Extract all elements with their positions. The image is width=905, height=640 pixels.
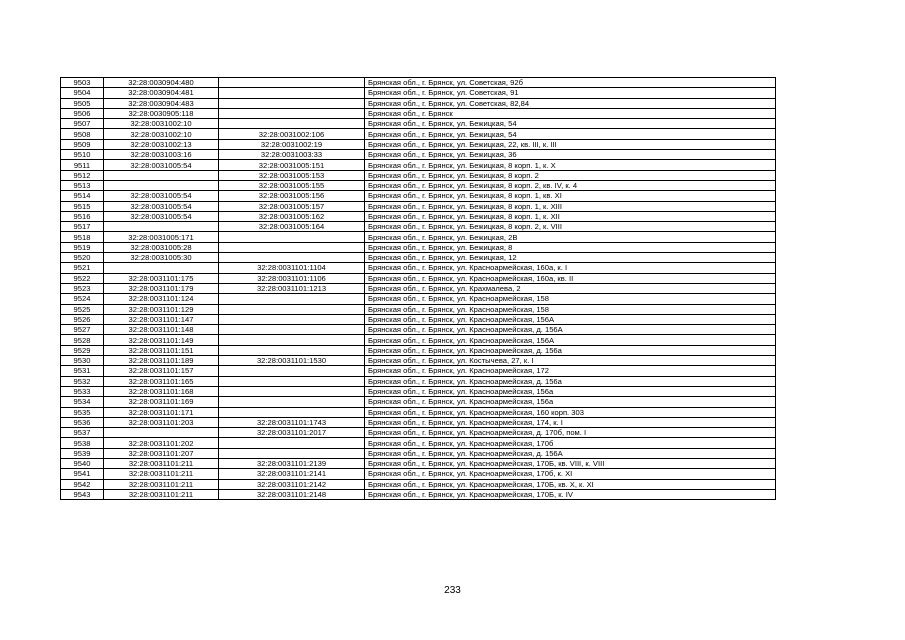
row-number-cell: 9529 (61, 345, 104, 355)
cadastral-number-cell (104, 180, 219, 190)
row-number-cell: 9509 (61, 139, 104, 149)
cadastral-number-cell: 32:28:0031101:211 (104, 469, 219, 479)
row-number-cell: 9538 (61, 438, 104, 448)
object-cadastral-number-cell (219, 119, 365, 129)
row-number-cell: 9518 (61, 232, 104, 242)
table-row (61, 211, 776, 221)
row-number-cell: 9513 (61, 180, 104, 190)
object-cadastral-number-cell: 32:28:0031101:1743 (219, 417, 365, 427)
cadastral-number-cell: 32:28:0031101:202 (104, 438, 219, 448)
registry-table-body (61, 78, 776, 500)
row-number-cell: 9507 (61, 119, 104, 129)
table-row (61, 479, 776, 489)
cadastral-number-cell: 32:28:0031101:211 (104, 479, 219, 489)
object-cadastral-number-cell: 32:28:0031002:106 (219, 129, 365, 139)
table-row (61, 88, 776, 98)
object-cadastral-number-cell (219, 78, 365, 88)
cadastral-number-cell: 32:28:0031101:157 (104, 366, 219, 376)
cadastral-number-cell: 32:28:0031101:211 (104, 458, 219, 468)
address-cell: Брянская обл., г. Брянск, ул. Красноармейская, 156а (365, 397, 776, 407)
row-number-cell: 9524 (61, 294, 104, 304)
table-row (61, 232, 776, 242)
address-cell: Брянская обл., г. Брянск, ул. Бежицкая, 2В (365, 232, 776, 242)
table-row (61, 253, 776, 263)
table-row (61, 98, 776, 108)
row-number-cell: 9534 (61, 397, 104, 407)
address-cell: Брянская обл., г. Брянск, ул. Бежицкая, 8 (365, 242, 776, 252)
address-cell: Брянская обл., г. Брянск, ул. Красноармейская, 160а, кв. II (365, 273, 776, 283)
object-cadastral-number-cell: 32:28:0031005:162 (219, 211, 365, 221)
table-row (61, 273, 776, 283)
address-cell: Брянская обл., г. Брянск, ул. Красноармейская, д. 156а (365, 376, 776, 386)
object-cadastral-number-cell: 32:28:0031003:33 (219, 150, 365, 160)
cadastral-number-cell: 32:28:0031101:124 (104, 294, 219, 304)
address-cell: Брянская обл., г. Брянск, ул. Красноармейская, 170б, к. XI (365, 469, 776, 479)
address-cell: Брянская обл., г. Брянск, ул. Бежицкая, 8 корп. 1, к. X (365, 160, 776, 170)
object-cadastral-number-cell: 32:28:0031101:2142 (219, 479, 365, 489)
object-cadastral-number-cell: 32:28:0031101:2148 (219, 489, 365, 499)
row-number-cell: 9516 (61, 211, 104, 221)
object-cadastral-number-cell: 32:28:0031002:19 (219, 139, 365, 149)
row-number-cell: 9532 (61, 376, 104, 386)
cadastral-number-cell: 32:28:0030904:481 (104, 88, 219, 98)
address-cell: Брянская обл., г. Брянск, ул. Бежицкая, 22, кв. III, к. III (365, 139, 776, 149)
address-cell: Брянская обл., г. Брянск, ул. Красноармейская, 156А (365, 335, 776, 345)
object-cadastral-number-cell (219, 232, 365, 242)
object-cadastral-number-cell: 32:28:0031101:2141 (219, 469, 365, 479)
object-cadastral-number-cell (219, 438, 365, 448)
table-row (61, 335, 776, 345)
cadastral-number-cell: 32:28:0031005:54 (104, 201, 219, 211)
cadastral-number-cell: 32:28:0031101:149 (104, 335, 219, 345)
cadastral-number-cell: 32:28:0031101:211 (104, 489, 219, 499)
object-cadastral-number-cell: 32:28:0031005:153 (219, 170, 365, 180)
object-cadastral-number-cell: 32:28:0031005:155 (219, 180, 365, 190)
row-number-cell: 9526 (61, 314, 104, 324)
object-cadastral-number-cell (219, 325, 365, 335)
object-cadastral-number-cell: 32:28:0031101:2017 (219, 428, 365, 438)
table-row (61, 283, 776, 293)
table-row (61, 458, 776, 468)
row-number-cell: 9517 (61, 222, 104, 232)
cadastral-number-cell: 32:28:0031002:10 (104, 119, 219, 129)
object-cadastral-number-cell (219, 253, 365, 263)
row-number-cell: 9530 (61, 356, 104, 366)
address-cell: Брянская обл., г. Брянск, ул. Бежицкая, 54 (365, 119, 776, 129)
table-row (61, 119, 776, 129)
row-number-cell: 9525 (61, 304, 104, 314)
row-number-cell: 9541 (61, 469, 104, 479)
address-cell: Брянская обл., г. Брянск, ул. Красноармейская, д. 156а (365, 345, 776, 355)
cadastral-number-cell: 32:28:0031005:171 (104, 232, 219, 242)
row-number-cell: 9542 (61, 479, 104, 489)
table-row (61, 191, 776, 201)
address-cell: Брянская обл., г. Брянск, ул. Красноармейская, 170Б, кв. VIII, к. VIII (365, 458, 776, 468)
table-row (61, 201, 776, 211)
table-row (61, 489, 776, 499)
object-cadastral-number-cell: 32:28:0031005:151 (219, 160, 365, 170)
row-number-cell: 9505 (61, 98, 104, 108)
table-row (61, 180, 776, 190)
registry-table (60, 77, 776, 500)
address-cell: Брянская обл., г. Брянск, ул. Бежицкая, 8 корп. 2, к. VIII (365, 222, 776, 232)
table-row (61, 129, 776, 139)
table-row (61, 263, 776, 273)
address-cell: Брянская обл., г. Брянск, ул. Красноармейская, д. 170б, пом. I (365, 428, 776, 438)
row-number-cell: 9508 (61, 129, 104, 139)
object-cadastral-number-cell (219, 407, 365, 417)
address-cell: Брянская обл., г. Брянск, ул. Красноармейская, 170Б, кв. X, к. XI (365, 479, 776, 489)
row-number-cell: 9533 (61, 386, 104, 396)
cadastral-number-cell: 32:28:0031101:203 (104, 417, 219, 427)
address-cell: Брянская обл., г. Брянск, ул. Красноармейская, 170б (365, 438, 776, 448)
address-cell: Брянская обл., г. Брянск, ул. Бежицкая, 8 корп. 1, к. XII (365, 211, 776, 221)
cadastral-number-cell: 32:28:0031101:169 (104, 397, 219, 407)
table-row (61, 345, 776, 355)
cadastral-number-cell: 32:28:0031101:151 (104, 345, 219, 355)
address-cell: Брянская обл., г. Брянск, ул. Бежицкая, 36 (365, 150, 776, 160)
cadastral-number-cell: 32:28:0031005:54 (104, 211, 219, 221)
address-cell: Брянская обл., г. Брянск, ул. Советская, 91 (365, 88, 776, 98)
address-cell: Брянская обл., г. Брянск (365, 108, 776, 118)
cadastral-number-cell: 32:28:0030904:483 (104, 98, 219, 108)
cadastral-number-cell: 32:28:0031101:147 (104, 314, 219, 324)
cadastral-number-cell: 32:28:0031101:171 (104, 407, 219, 417)
address-cell: Брянская обл., г. Брянск, ул. Бежицкая, 54 (365, 129, 776, 139)
table-row (61, 242, 776, 252)
row-number-cell: 9514 (61, 191, 104, 201)
table-row (61, 469, 776, 479)
table-row (61, 325, 776, 335)
address-cell: Брянская обл., г. Брянск, ул. Красноармейская, 172 (365, 366, 776, 376)
object-cadastral-number-cell: 32:28:0031005:157 (219, 201, 365, 211)
address-cell: Брянская обл., г. Брянск, ул. Красноармейская, д. 156А (365, 325, 776, 335)
cadastral-number-cell: 32:28:0030905:118 (104, 108, 219, 118)
table-row (61, 150, 776, 160)
table-row (61, 386, 776, 396)
row-number-cell: 9527 (61, 325, 104, 335)
cadastral-number-cell: 32:28:0031005:30 (104, 253, 219, 263)
object-cadastral-number-cell (219, 242, 365, 252)
address-cell: Брянская обл., г. Брянск, ул. Красноармейская, д. 156А (365, 448, 776, 458)
address-cell: Брянская обл., г. Брянск, ул. Красноармейская, 156а (365, 386, 776, 396)
address-cell: Брянская обл., г. Брянск, ул. Бежицкая, 12 (365, 253, 776, 263)
address-cell: Брянская обл., г. Брянск, ул. Красноармейская, 158 (365, 294, 776, 304)
row-number-cell: 9511 (61, 160, 104, 170)
cadastral-number-cell (104, 428, 219, 438)
row-number-cell: 9523 (61, 283, 104, 293)
table-row (61, 108, 776, 118)
address-cell: Брянская обл., г. Брянск, ул. Крахмалева, 2 (365, 283, 776, 293)
cadastral-number-cell: 32:28:0031101:148 (104, 325, 219, 335)
cadastral-number-cell: 32:28:0031101:179 (104, 283, 219, 293)
address-cell: Брянская обл., г. Брянск, ул. Красноармейская, 156А (365, 314, 776, 324)
object-cadastral-number-cell: 32:28:0031101:1213 (219, 283, 365, 293)
address-cell: Брянская обл., г. Брянск, ул. Советская, 92б (365, 78, 776, 88)
row-number-cell: 9535 (61, 407, 104, 417)
object-cadastral-number-cell: 32:28:0031005:164 (219, 222, 365, 232)
cadastral-number-cell: 32:28:0031101:129 (104, 304, 219, 314)
object-cadastral-number-cell (219, 294, 365, 304)
address-cell: Брянская обл., г. Брянск, ул. Красноармейская, 170Б, к. IV (365, 489, 776, 499)
table-row (61, 397, 776, 407)
object-cadastral-number-cell: 32:28:0031101:2139 (219, 458, 365, 468)
table-row (61, 428, 776, 438)
row-number-cell: 9531 (61, 366, 104, 376)
row-number-cell: 9539 (61, 448, 104, 458)
row-number-cell: 9510 (61, 150, 104, 160)
object-cadastral-number-cell (219, 366, 365, 376)
object-cadastral-number-cell (219, 98, 365, 108)
table-row (61, 139, 776, 149)
object-cadastral-number-cell (219, 88, 365, 98)
cadastral-number-cell: 32:28:0031101:175 (104, 273, 219, 283)
cadastral-number-cell: 32:28:0031101:207 (104, 448, 219, 458)
address-cell: Брянская обл., г. Брянск, ул. Бежицкая, 8 корп. 1, к. XIII (365, 201, 776, 211)
table-row (61, 448, 776, 458)
address-cell: Брянская обл., г. Брянск, ул. Красноармейская, 160 корп. 303 (365, 407, 776, 417)
table-row (61, 314, 776, 324)
cadastral-number-cell: 32:28:0031002:13 (104, 139, 219, 149)
address-cell: Брянская обл., г. Брянск, ул. Красноармейская, 158 (365, 304, 776, 314)
cadastral-number-cell: 32:28:0031005:54 (104, 191, 219, 201)
row-number-cell: 9528 (61, 335, 104, 345)
row-number-cell: 9512 (61, 170, 104, 180)
address-cell: Брянская обл., г. Брянск, ул. Красноармейская, 174, к. I (365, 417, 776, 427)
table-row (61, 376, 776, 386)
cadastral-number-cell: 32:28:0031101:189 (104, 356, 219, 366)
object-cadastral-number-cell: 32:28:0031101:1530 (219, 356, 365, 366)
row-number-cell: 9522 (61, 273, 104, 283)
row-number-cell: 9537 (61, 428, 104, 438)
table-row (61, 170, 776, 180)
cadastral-number-cell (104, 263, 219, 273)
object-cadastral-number-cell (219, 397, 365, 407)
row-number-cell: 9503 (61, 78, 104, 88)
object-cadastral-number-cell (219, 386, 365, 396)
row-number-cell: 9520 (61, 253, 104, 263)
object-cadastral-number-cell (219, 335, 365, 345)
table-row (61, 417, 776, 427)
cadastral-number-cell: 32:28:0031101:168 (104, 386, 219, 396)
cadastral-number-cell (104, 222, 219, 232)
object-cadastral-number-cell: 32:28:0031005:156 (219, 191, 365, 201)
table-row (61, 356, 776, 366)
row-number-cell: 9521 (61, 263, 104, 273)
object-cadastral-number-cell (219, 108, 365, 118)
row-number-cell: 9543 (61, 489, 104, 499)
object-cadastral-number-cell (219, 345, 365, 355)
table-row (61, 160, 776, 170)
cadastral-number-cell: 32:28:0031005:28 (104, 242, 219, 252)
page-number: 233 (444, 585, 461, 596)
address-cell: Брянская обл., г. Брянск, ул. Красноармейская, 160а, к. I (365, 263, 776, 273)
row-number-cell: 9504 (61, 88, 104, 98)
table-row (61, 304, 776, 314)
table-row (61, 366, 776, 376)
table-row (61, 438, 776, 448)
row-number-cell: 9540 (61, 458, 104, 468)
row-number-cell: 9519 (61, 242, 104, 252)
object-cadastral-number-cell (219, 304, 365, 314)
table-row (61, 407, 776, 417)
address-cell: Брянская обл., г. Брянск, ул. Советская, 82,84 (365, 98, 776, 108)
cadastral-number-cell (104, 170, 219, 180)
object-cadastral-number-cell (219, 376, 365, 386)
row-number-cell: 9515 (61, 201, 104, 211)
table-row (61, 78, 776, 88)
row-number-cell: 9536 (61, 417, 104, 427)
object-cadastral-number-cell (219, 448, 365, 458)
object-cadastral-number-cell: 32:28:0031101:1104 (219, 263, 365, 273)
cadastral-number-cell: 32:28:0030904:480 (104, 78, 219, 88)
row-number-cell: 9506 (61, 108, 104, 118)
object-cadastral-number-cell (219, 314, 365, 324)
table-row (61, 294, 776, 304)
object-cadastral-number-cell: 32:28:0031101:1106 (219, 273, 365, 283)
address-cell: Брянская обл., г. Брянск, ул. Бежицкая, 8 корп. 2, кв. IV, к. 4 (365, 180, 776, 190)
cadastral-number-cell: 32:28:0031101:165 (104, 376, 219, 386)
cadastral-number-cell: 32:28:0031003:16 (104, 150, 219, 160)
cadastral-number-cell: 32:28:0031005:54 (104, 160, 219, 170)
table-row (61, 222, 776, 232)
address-cell: Брянская обл., г. Брянск, ул. Бежицкая, 8 корп. 1, кв. XI (365, 191, 776, 201)
cadastral-number-cell: 32:28:0031002:10 (104, 129, 219, 139)
address-cell: Брянская обл., г. Брянск, ул. Бежицкая, 8 корп. 2 (365, 170, 776, 180)
address-cell: Брянская обл., г. Брянск, ул. Костычева, 27, к. I (365, 356, 776, 366)
